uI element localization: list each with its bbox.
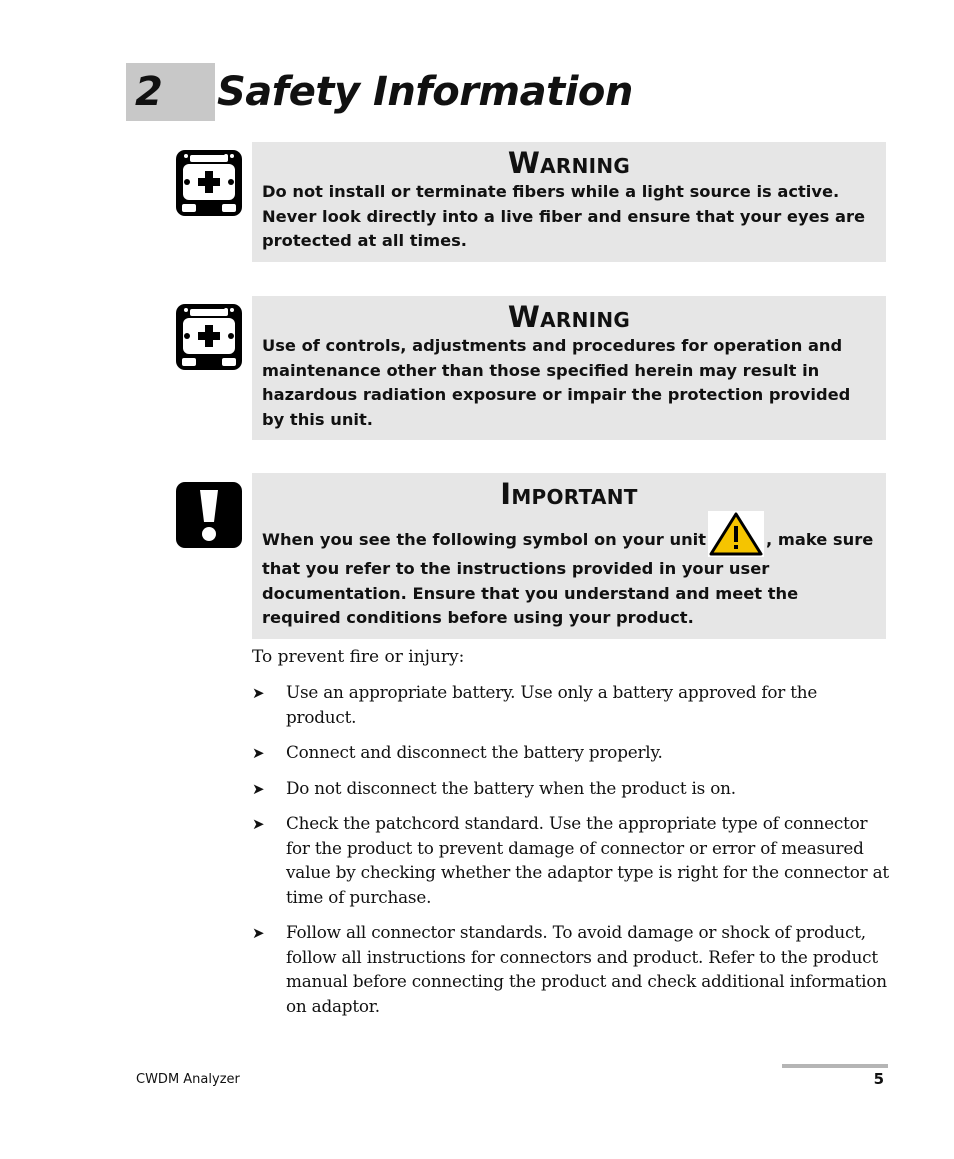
arrow-bullet-icon: ➤ (252, 815, 265, 833)
ambulance-icon (174, 302, 244, 372)
list-item (252, 920, 892, 1018)
arrow-bullet-icon: ➤ (252, 744, 265, 762)
chapter-number: 2 (135, 69, 163, 115)
notice-body (262, 511, 876, 631)
page-number: 5 (873, 1070, 884, 1088)
list-item (252, 680, 892, 729)
list-item-text: Do not disconnect the battery when the product is on. (286, 777, 736, 798)
arrow-bullet-icon: ➤ (252, 779, 265, 798)
notice-heading: Warning (507, 300, 631, 334)
list-item-text: Use an appropriate battery. Use only a battery approved for the product. (286, 682, 818, 727)
notice-heading: Warning (507, 146, 631, 180)
list-item-text: Check the patchcord standard. Use the appropriate type of connector for the product to prevent damage of connector or error of measured value by checking whether the adaptor type is right for the connector at time of purchase. (286, 813, 889, 907)
footer-divider (782, 1064, 888, 1068)
list-item (252, 811, 892, 909)
notice-body-before: When you see the following symbol on your unit (262, 530, 707, 549)
ambulance-icon (174, 148, 244, 218)
intro-text: To prevent fire or injury: (252, 647, 465, 667)
list-item (252, 776, 892, 801)
warning-notice (252, 142, 886, 262)
exclamation-icon (174, 480, 244, 550)
notice-body: Use of controls, adjustments and procedures for operation and maintenance other than those specified herein may result in hazardous radiation exposure or impair the protection provided by this unit. (262, 336, 851, 429)
bullet-list (252, 680, 892, 1029)
notice-body-after: , make sure that you refer to the instructions provided in your user documentation. Ensure that you understand and meet the required conditions before using your product. (262, 530, 874, 627)
list-item-text: Follow all connector standards. To avoid damage or shock of product, follow all instructions for connectors and product. Refer to the product manual before connecting the product and check additional information on adaptor. (286, 922, 887, 1016)
arrow-bullet-icon: ➤ (252, 684, 265, 702)
notice-heading: Important (500, 477, 638, 511)
list-item-text: Connect and disconnect the battery properly. (286, 742, 663, 762)
footer-product-name: CWDM Analyzer (136, 1072, 240, 1087)
warning-notice (252, 296, 886, 440)
arrow-bullet-icon: ➤ (252, 924, 265, 942)
notice-body: Do not install or terminate fibers while a light source is active. Never look directly into a live fiber and ensure that your eyes are protected at all times. (262, 182, 866, 250)
page-title: Safety Information (217, 69, 633, 115)
list-item (252, 740, 892, 765)
warning-triangle-icon (708, 511, 764, 557)
important-notice (252, 473, 886, 639)
